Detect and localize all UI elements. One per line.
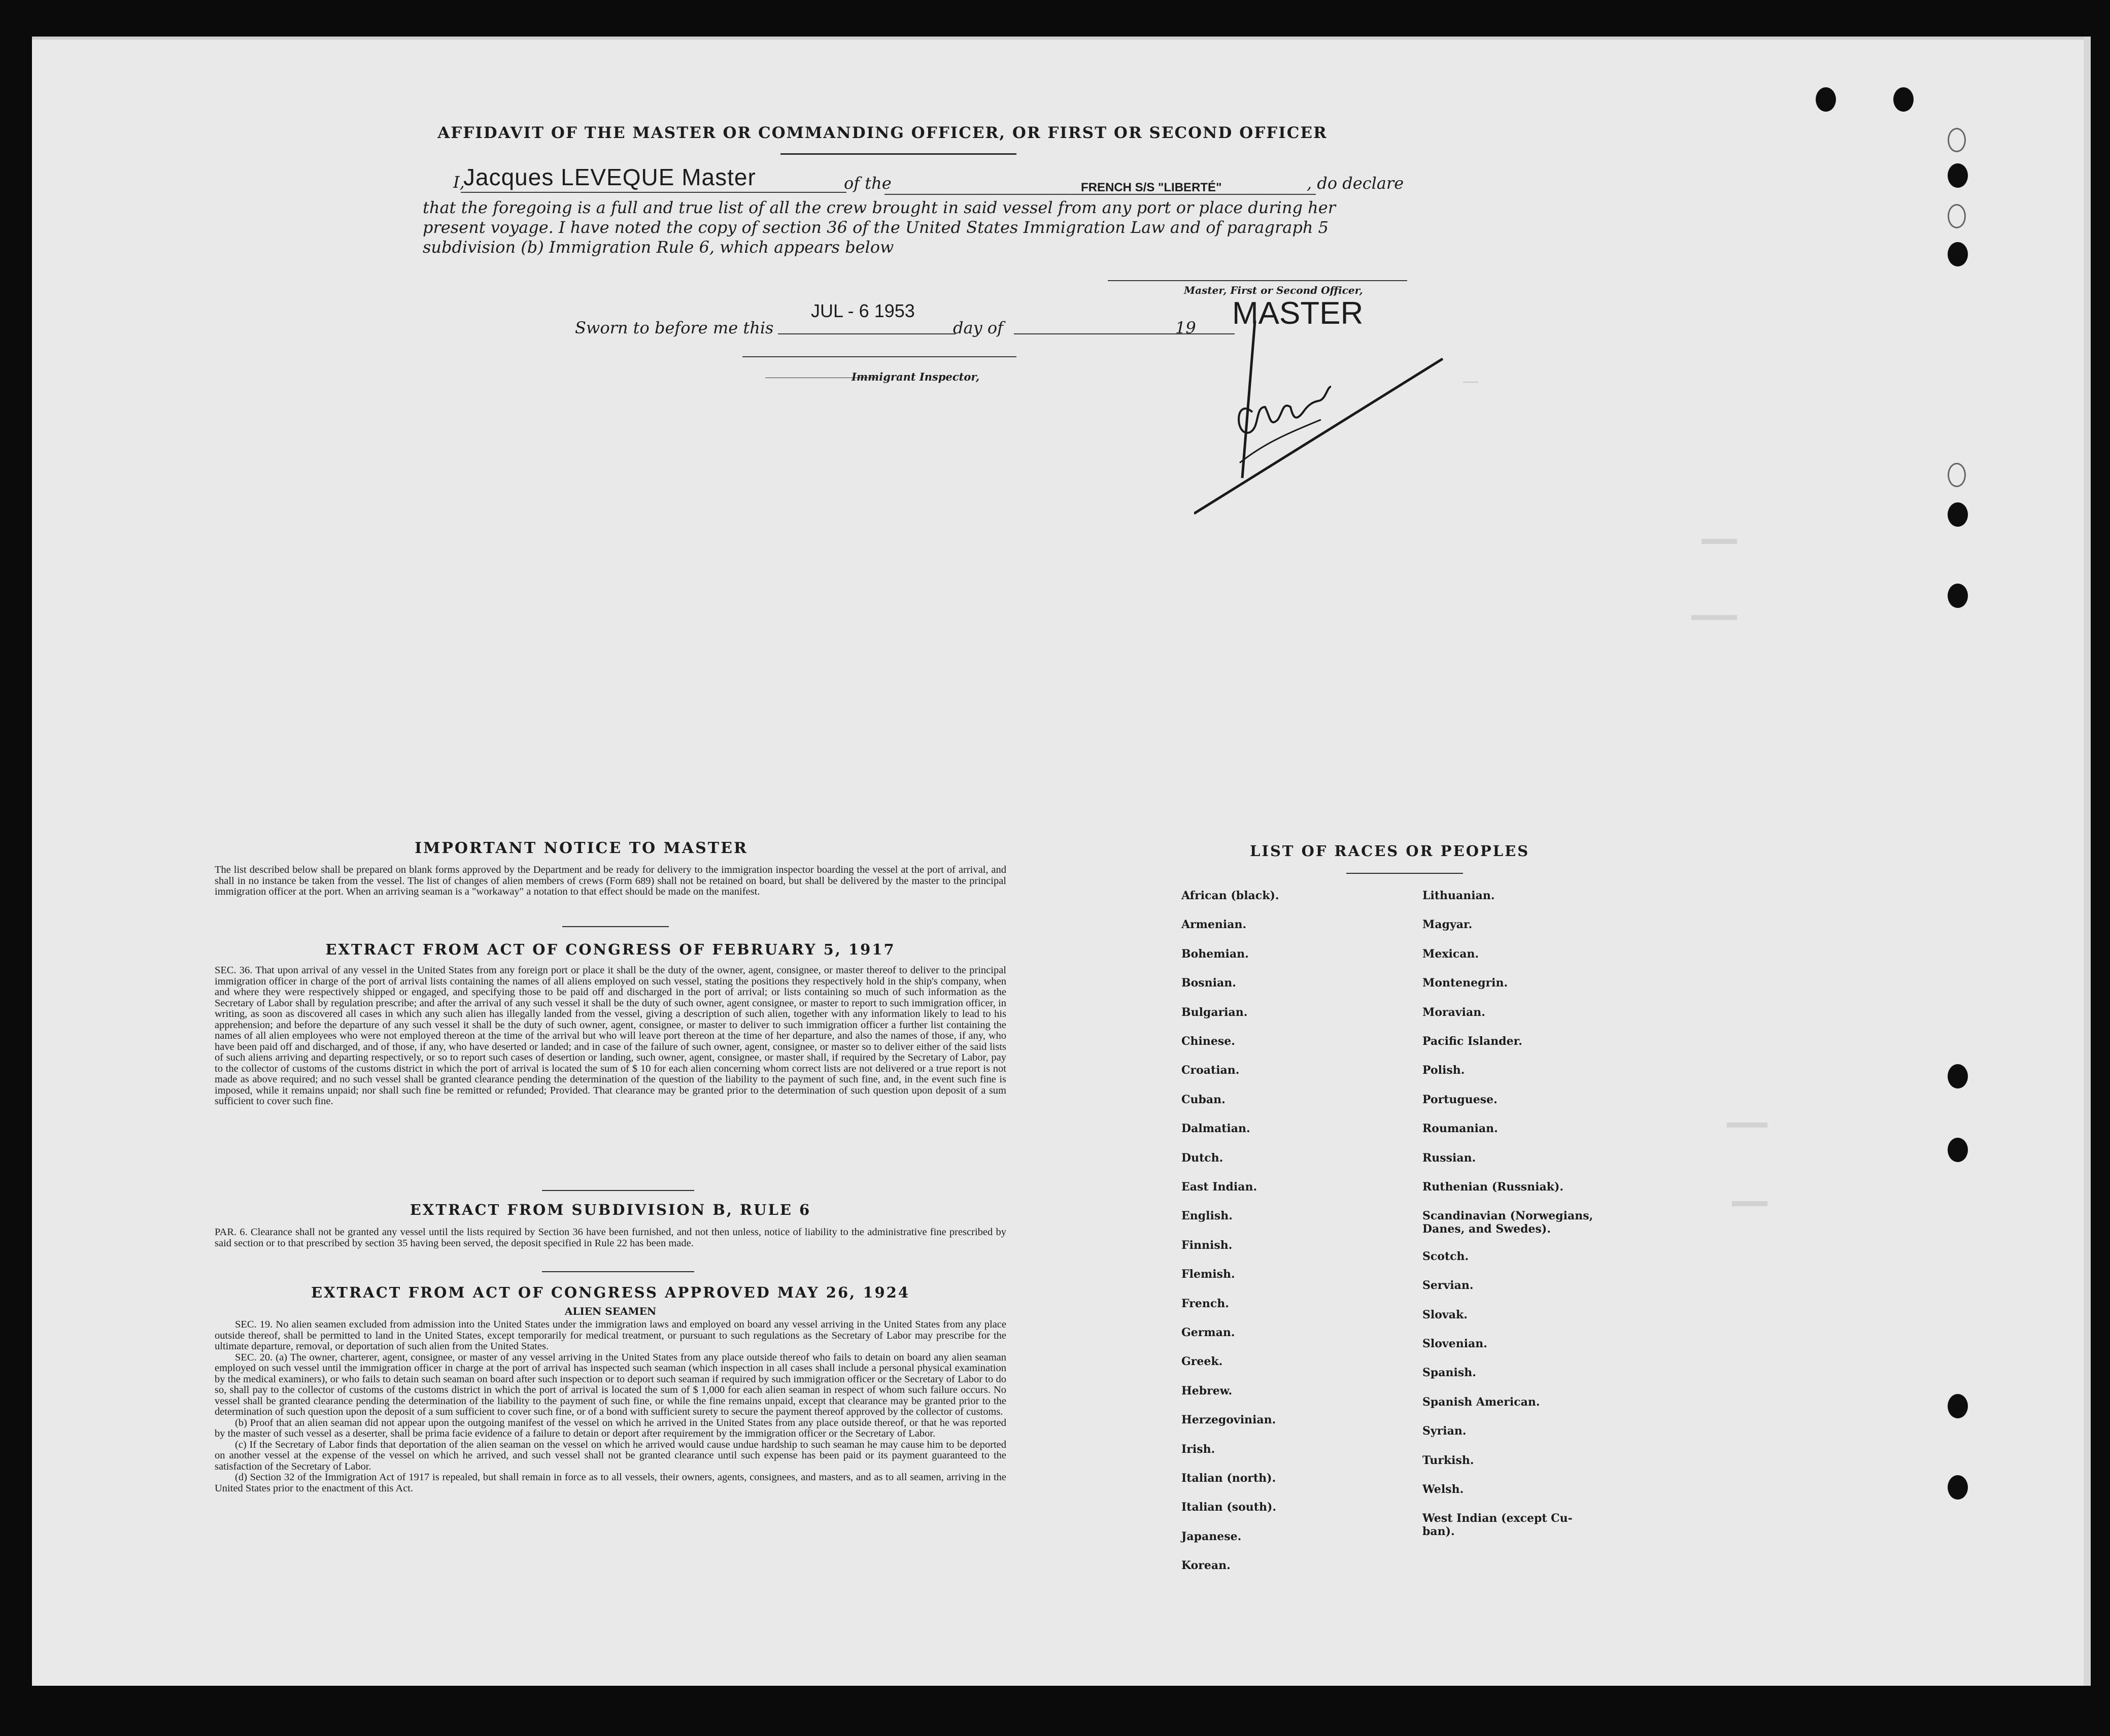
affidavit-body-line: that the foregoing is a full and true list of all the crew brought in said vessel from any port or place during her bbox=[423, 198, 1336, 217]
sec20b-text: (b) Proof that an alien seaman did not appear upon the outgoing manifest of the vessel on which he arrived in the United States from any place outside thereof, or that he was reported by the master of such vessel as a deserter, shall be prima facie evidence of a failure to detain or deport after requirement by the immigration officer or the Secretary of Labor. bbox=[215, 1417, 1006, 1440]
race-item: Chinese. bbox=[1181, 1035, 1235, 1048]
extract-1917-text: SEC. 36. That upon arrival of any vessel in the United States from any foreign port or place it shall be the duty of the owner, agent, consignee, or master thereof to deliver to the principal immigration officer in charge of the port of arrival lists containing the names of all aliens employed on such vessel, stating the positions they respectively hold in the ship's company, when and where they were respectively shipped or engaged, and specifying those to be paid off and discharged in the port of arrival; or lists containing so much of such information as the Secretary of Labor shall by regulation prescribe; and after the arrival of any such vessel it shall be the duty of such owner, agent consignee, or master to report to such immigration officer, in writing, as soon as discovered all cases in which any such alien has illegally landed from the vessel, giving a description of such alien, together with any information likely to lead to his apprehension; and before the departure of any such vessel it shall be the duty of such owner, agent, consignee, or master to deliver to such immigration officer a further list containing the names of all alien employees who were not employed thereon at the time of the arrival but who will leave port thereon at the time of her departure, and also the names of those, if any, who have been paid off and discharged, and of those, if any, who have deserted or landed; and in case of the failure of such owner, agent, consignee, or master so to deliver either of the said lists of such aliens arriving and departing respectively, or so to report such cases of desertion or landing, such owner, agent, consignee, or master shall, if required by the Secretary of Labor, pay to the collector of customs of the customs district in which the port of arrival is located the sum of $ 10 for each alien concerning whom correct lists are not delivered or a true report is not made as above required; and no such vessel shall be granted clearance pending the determination of the question of the liability to the payment of such fine, and, in the event such fine is imposed, while it remains unpaid; nor shall such fine be remitted or refunded; Provided. That clearance may be granted prior to the determination of such question upon deposit of a sum sufficient to cover such fine. bbox=[215, 965, 1006, 1107]
race-item: Scandinavian (Norwegians, bbox=[1422, 1209, 1593, 1223]
rule6-text: PAR. 6. Clearance shall not be granted any vessel until the lists required by Section 36 have been furnished, and not then unless, notice of liability to the administrative fine prescribed by said section or to that prescribed by section 35 having been served, the deposit specified in Rule 22 has been made. bbox=[215, 1227, 1006, 1249]
sworn-date-stamp: JUL - 6 1953 bbox=[811, 300, 915, 321]
month-line bbox=[1014, 333, 1197, 334]
race-item: Servian. bbox=[1422, 1279, 1474, 1292]
race-item: Bulgarian. bbox=[1181, 1005, 1248, 1019]
race-item: Montenegrin. bbox=[1422, 976, 1508, 990]
race-item: Italian (south). bbox=[1181, 1501, 1277, 1514]
race-item: Portuguese. bbox=[1422, 1093, 1498, 1106]
inspector-signature-line bbox=[742, 356, 1016, 357]
race-item: Slovenian. bbox=[1422, 1337, 1487, 1350]
extract-1917-title: EXTRACT FROM ACT OF CONGRESS OF FEBRUARY 5, 1917 bbox=[325, 941, 896, 958]
race-item: Turkish. bbox=[1422, 1453, 1474, 1467]
officer-caption: Master, First or Second Officer, bbox=[1184, 284, 1363, 296]
race-item: Irish. bbox=[1181, 1442, 1215, 1456]
race-item: Roumanian. bbox=[1422, 1122, 1498, 1136]
race-item: Lithuanian. bbox=[1422, 889, 1495, 902]
race-item: Polish. bbox=[1422, 1064, 1465, 1077]
binder-hole-icon bbox=[1948, 204, 1966, 228]
race-item: Mexican. bbox=[1422, 947, 1479, 961]
race-item: Spanish. bbox=[1422, 1366, 1476, 1380]
race-item: West Indian (except Cu- bbox=[1422, 1512, 1573, 1525]
race-item: German. bbox=[1181, 1326, 1235, 1339]
race-item: Japanese. bbox=[1181, 1529, 1242, 1543]
officer-line bbox=[1108, 280, 1407, 281]
year-prefix: 19 bbox=[1175, 318, 1196, 337]
race-item: Russian. bbox=[1422, 1151, 1476, 1165]
race-item: Scotch. bbox=[1422, 1249, 1469, 1263]
binder-hole-icon bbox=[1948, 242, 1968, 266]
binder-hole-icon bbox=[1893, 87, 1914, 112]
day-of-label: day of bbox=[953, 318, 1003, 337]
bleed-through-mark bbox=[1727, 1122, 1767, 1128]
race-item: Spanish American. bbox=[1422, 1395, 1540, 1409]
binder-hole-icon bbox=[1948, 1064, 1968, 1088]
inspector-caption: Immigrant Inspector, bbox=[852, 370, 980, 383]
race-item: Armenian. bbox=[1181, 918, 1247, 932]
race-item: Herzegovinian. bbox=[1181, 1413, 1276, 1427]
extract-1924-title: EXTRACT FROM ACT OF CONGRESS APPROVED MAY 26, 1924 bbox=[311, 1284, 910, 1301]
race-item: Bohemian. bbox=[1181, 947, 1249, 961]
race-item: Flemish. bbox=[1181, 1268, 1235, 1281]
extract-1924-subtitle: ALIEN SEAMEN bbox=[564, 1305, 657, 1317]
affidavit-heading: AFFIDAVIT OF THE MASTER OR COMMANDING OFFICER, OR FIRST OR SECOND OFFICER bbox=[437, 124, 1328, 142]
races-underline bbox=[1346, 873, 1463, 874]
race-item: Bosnian. bbox=[1181, 976, 1236, 990]
race-item: French. bbox=[1181, 1297, 1229, 1310]
notice-text: The list described below shall be prepared on blank forms approved by the Department and be ready for delivery to the immigration inspector boarding the vessel at the port of arrival, and shall in no instance be taken from the vessel. The list of changes of alien members of crews (Form 689) shall not be retained on board, but shall be delivered by the master to the principal immigration officer at the port. When an arriving seaman is a "workaway" a notation to that effect should be made on the manifest. bbox=[215, 864, 1006, 898]
date-line bbox=[778, 333, 956, 334]
binder-hole-icon bbox=[1948, 584, 1968, 608]
officer-value: MASTER bbox=[1232, 296, 1364, 331]
sec20c-text: (c) If the Secretary of Labor finds that deportation of the alien seaman on the vessel on which he arrived would cause undue hardship to such seaman he may cause him to be deported on another vessel at the expense of the vessel on which he arrived, and such vessel shall not be granted clearance until such expense has been paid or its payment guaranteed to the satisfaction of the Secretary of Labor. bbox=[215, 1439, 1006, 1472]
binder-hole-icon bbox=[1816, 87, 1836, 112]
binder-hole-icon bbox=[1948, 1394, 1968, 1418]
races-title: LIST OF RACES OR PEOPLES bbox=[1250, 842, 1530, 860]
binder-hole-icon bbox=[1948, 502, 1968, 527]
section-divider bbox=[562, 926, 669, 927]
section-divider bbox=[542, 1190, 694, 1191]
race-item: African (black). bbox=[1181, 889, 1279, 902]
do-declare-label: , do declare bbox=[1307, 174, 1404, 193]
master-name: Jacques LEVEQUE Master bbox=[463, 164, 756, 190]
race-item: Ruthenian (Russniak). bbox=[1422, 1180, 1564, 1194]
sec20a-text: SEC. 20. (a) The owner, charterer, agent, consignee, or master of any vessel arriving in the United States from any place outside thereof who fails to detain on board any alien seaman employed on such vessel until the immigration officer in charge at the port of arrival has inspected such seaman (which inspection in all cases shall include a personal physical examination by the medical examiners), or who fails to detain such seaman on board after such inspection or to deport such seaman if required by such immigration officer or the Secretary of Labor to do so, shall pay to the collector of customs of the customs district in which the port of arrival is located the sum of $ 1,000 for each alien seaman in respect of whom such failure occurs. No vessel shall be granted clearance pending the determination of the liability to the payment of such fine, or while the fine remains unpaid, except that clearance may be granted prior to the determination of such question upon the deposit of a sum sufficient to cover such fine, or of a bond with sufficient surety to secure the payment thereof approved by the collector of customs. bbox=[215, 1351, 1006, 1418]
race-item: Italian (north). bbox=[1181, 1472, 1276, 1485]
bleed-through-mark bbox=[1463, 382, 1478, 383]
form-page bbox=[32, 37, 2091, 1686]
extract-1924-body bbox=[215, 1319, 1006, 1494]
bleed-through-mark bbox=[1732, 1201, 1767, 1206]
bleed-through-mark bbox=[1691, 615, 1737, 620]
race-item: English. bbox=[1181, 1209, 1233, 1223]
binder-hole-icon bbox=[1948, 163, 1968, 188]
race-item: Danes, and Swedes). bbox=[1422, 1222, 1551, 1236]
race-item: Pacific Islander. bbox=[1422, 1035, 1522, 1048]
race-item: East Indian. bbox=[1181, 1180, 1257, 1194]
race-item: Cuban. bbox=[1181, 1093, 1226, 1106]
section-divider bbox=[542, 1271, 694, 1272]
top-edge bbox=[32, 37, 2091, 40]
notice-title: IMPORTANT NOTICE TO MASTER bbox=[415, 839, 748, 857]
bleed-through-mark bbox=[1701, 539, 1737, 544]
race-item: Finnish. bbox=[1181, 1238, 1233, 1252]
race-item: Korean. bbox=[1181, 1559, 1231, 1573]
sec20d-text: (d) Section 32 of the Immigration Act of 1917 is repealed, but shall remain in force as to all vessels, their owners, agents, consignees, and masters, and as to all seamen, arriving in the United States prior to the enactment of this Act. bbox=[215, 1472, 1006, 1494]
race-item: Slovak. bbox=[1422, 1308, 1468, 1321]
vessel-name: FRENCH S/S "LIBERTÉ" bbox=[1081, 181, 1222, 194]
race-item: Greek. bbox=[1181, 1355, 1223, 1369]
sworn-label: Sworn to before me this bbox=[575, 318, 774, 337]
race-item: Dalmatian. bbox=[1181, 1122, 1250, 1136]
race-item: Moravian. bbox=[1422, 1005, 1485, 1019]
master-signature bbox=[1194, 311, 1458, 534]
rule6-title: EXTRACT FROM SUBDIVISION B, RULE 6 bbox=[410, 1201, 811, 1218]
binder-hole-icon bbox=[1948, 1475, 1968, 1500]
race-item: ban). bbox=[1422, 1525, 1455, 1539]
binder-hole-icon bbox=[1948, 128, 1966, 152]
affidavit-body-line: subdivision (b) Immigration Rule 6, which appears below bbox=[423, 237, 894, 257]
affidavit-i: I, bbox=[453, 173, 465, 192]
name-line bbox=[461, 192, 846, 193]
heading-underline bbox=[780, 153, 1016, 155]
race-item: Magyar. bbox=[1422, 918, 1473, 932]
race-item: Hebrew. bbox=[1181, 1384, 1233, 1398]
right-edge bbox=[2084, 37, 2091, 1686]
race-item: Syrian. bbox=[1422, 1424, 1467, 1438]
binder-hole-icon bbox=[1948, 1138, 1968, 1162]
race-item: Dutch. bbox=[1181, 1151, 1223, 1165]
vessel-line bbox=[884, 194, 1316, 195]
race-item: Welsh. bbox=[1422, 1483, 1464, 1496]
race-item: Croatian. bbox=[1181, 1064, 1240, 1077]
affidavit-body-line: present voyage. I have noted the copy of section 36 of the United States Immigration Law and of paragraph 5 bbox=[423, 218, 1329, 237]
of-the-label: of the bbox=[844, 174, 892, 193]
binder-hole-icon bbox=[1948, 463, 1966, 487]
sec19-text: SEC. 19. No alien seamen excluded from admission into the United States under the immigration laws and employed on board any vessel arriving in the United States from any place outside thereof, shall be permitted to land in the United States, except temporarily for medical treatment, or pursuant to such regulations as the Secretary of Labor may prescribe for the ultimate departure, removal, or deportation of such alien from the United States. bbox=[215, 1319, 1006, 1352]
